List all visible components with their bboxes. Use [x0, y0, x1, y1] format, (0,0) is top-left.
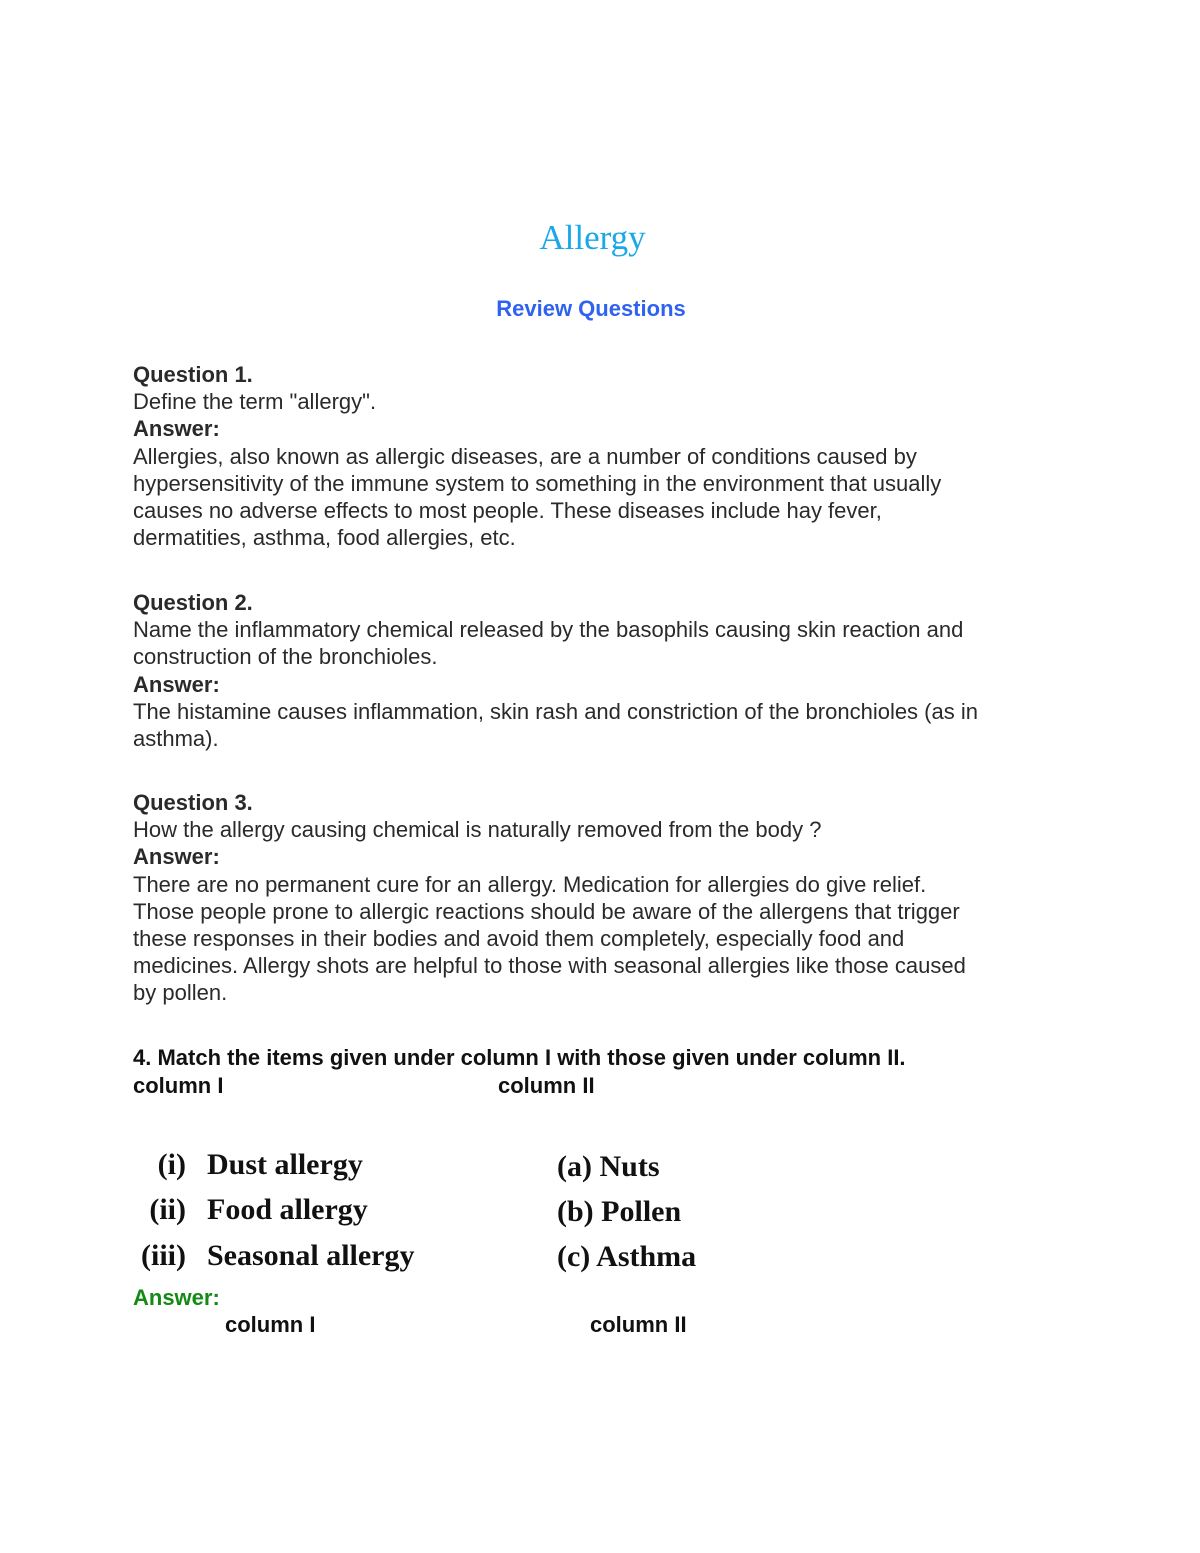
question-4 [133, 1044, 1063, 1071]
answer-label: Answer: [133, 1285, 220, 1310]
answer-text: these responses in their bodies and avoid them completely, especially food and [133, 926, 905, 952]
page-subtitle: Review Questions [496, 296, 686, 321]
answer-text: by pollen. [133, 980, 228, 1006]
column-2-header: column II [498, 1073, 595, 1098]
question-text: How the allergy causing chemical is naturally removed from the body ? [133, 817, 822, 843]
col2-item [557, 1195, 681, 1229]
question-label: Question 3. [133, 790, 253, 815]
col1-item-text: Seasonal allergy [207, 1239, 415, 1272]
question-1 [133, 361, 1063, 551]
col1-item-num: (ii) [149, 1193, 186, 1226]
question-label: Question 2. [133, 590, 253, 615]
answer-text: causes no adverse effects to most people. These diseases include hay fever, [133, 498, 882, 524]
column-1-header: column I [133, 1073, 224, 1098]
col2-item-text: Pollen [601, 1195, 682, 1228]
col2-item-text: Nuts [599, 1150, 660, 1183]
answer-text: Allergies, also known as allergic diseases, are a number of conditions caused by [133, 443, 917, 469]
col2-item-text: Asthma [596, 1240, 697, 1273]
col2-item-num: (b) [557, 1195, 594, 1228]
answer-text: There are no permanent cure for an allergy. Medication for allergies do give relief. [133, 871, 927, 897]
answer-text: asthma). [133, 726, 219, 752]
page-title: Allergy [539, 218, 646, 257]
question-4-heading: 4. Match the items given under column I with those given under column II. [133, 1045, 906, 1070]
question-3 [133, 789, 1063, 1007]
answer-text: hypersensitivity of the immune system to something in the environment that usually [133, 470, 942, 496]
col2-item [557, 1240, 696, 1274]
answer-text: medicines. Allergy shots are helpful to those with seasonal allergies like those caused [133, 953, 966, 979]
answer-text: dermatities, asthma, food allergies, etc. [133, 525, 516, 551]
col2-item-num: (c) [557, 1240, 591, 1273]
answer-column-2-header: column II [590, 1312, 687, 1337]
col1-item-num: (i) [157, 1148, 186, 1181]
answer-label: Answer: [133, 416, 220, 442]
col1-item-text: Food allergy [207, 1193, 368, 1226]
col2-item-num: (a) [557, 1150, 592, 1183]
answer-label: Answer: [133, 844, 220, 870]
question-text: Define the term "allergy". [133, 389, 377, 415]
answer-text: The histamine causes inflammation, skin rash and constriction of the bronchioles (as in [133, 698, 978, 724]
answer-label: Answer: [133, 671, 220, 697]
col1-item-text: Dust allergy [207, 1148, 363, 1181]
question-2 [133, 589, 1063, 752]
col2-item [557, 1150, 660, 1184]
question-text: Name the inflammatory chemical released by the basophils causing skin reaction and [133, 617, 964, 643]
answer-text: Those people prone to allergic reactions should be aware of the allergens that trigger [133, 898, 960, 924]
question-label: Question 1. [133, 362, 253, 387]
answer-column-1-header: column I [225, 1312, 316, 1337]
question-text: construction of the bronchioles. [133, 644, 438, 670]
col1-item-num: (iii) [141, 1239, 186, 1272]
